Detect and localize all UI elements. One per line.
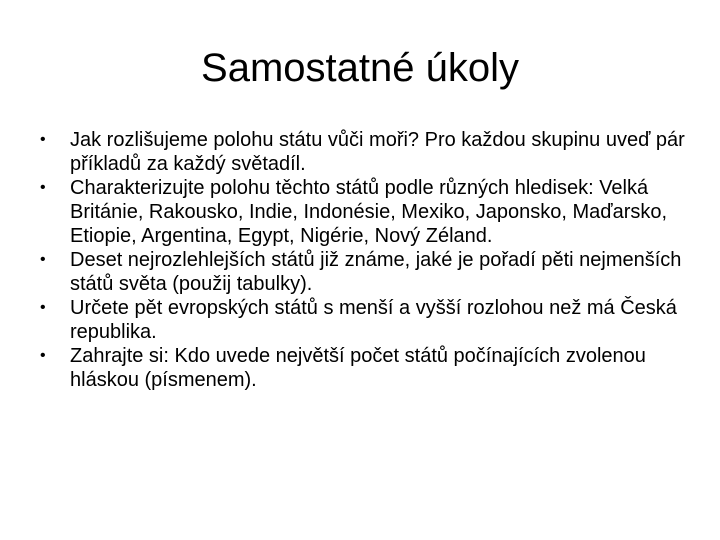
bullet-text: Určete pět evropských států s menší a vyšší rozlohou než má Česká republika. [70, 297, 677, 343]
bullet-text: Deset nejrozlehlejších států již známe, jaké je pořadí pěti nejmenších států světa (použij tabulky). [70, 249, 682, 295]
bullet-list [36, 128, 696, 392]
bullet-icon: • [40, 299, 46, 316]
slide-title: Samostatné úkoly [201, 46, 519, 90]
bullet-icon: • [40, 251, 46, 268]
bullet-icon: • [40, 179, 46, 196]
bullet-icon: • [40, 347, 46, 364]
bullet-item [36, 248, 696, 296]
bullet-item [36, 128, 696, 176]
bullet-item [36, 176, 696, 248]
bullet-icon: • [40, 131, 46, 148]
bullet-item [36, 296, 696, 344]
bullet-text: Zahrajte si: Kdo uvede největší počet států počínajících zvolenou hláskou (písmenem). [70, 345, 646, 391]
bullet-text: Charakterizujte polohu těchto států podle různých hledisek: Velká Británie, Rakousko, Indie, Indonésie, Mexiko, Japonsko, Maďarsko, Etiopie, Argentina, Egypt, Nigérie, Nový Zéland. [70, 177, 668, 247]
bullet-item [36, 344, 696, 392]
bullet-text: Jak rozlišujeme polohu státu vůči moři? Pro každou skupinu uveď pár příkladů za každý světadíl. [70, 129, 685, 175]
